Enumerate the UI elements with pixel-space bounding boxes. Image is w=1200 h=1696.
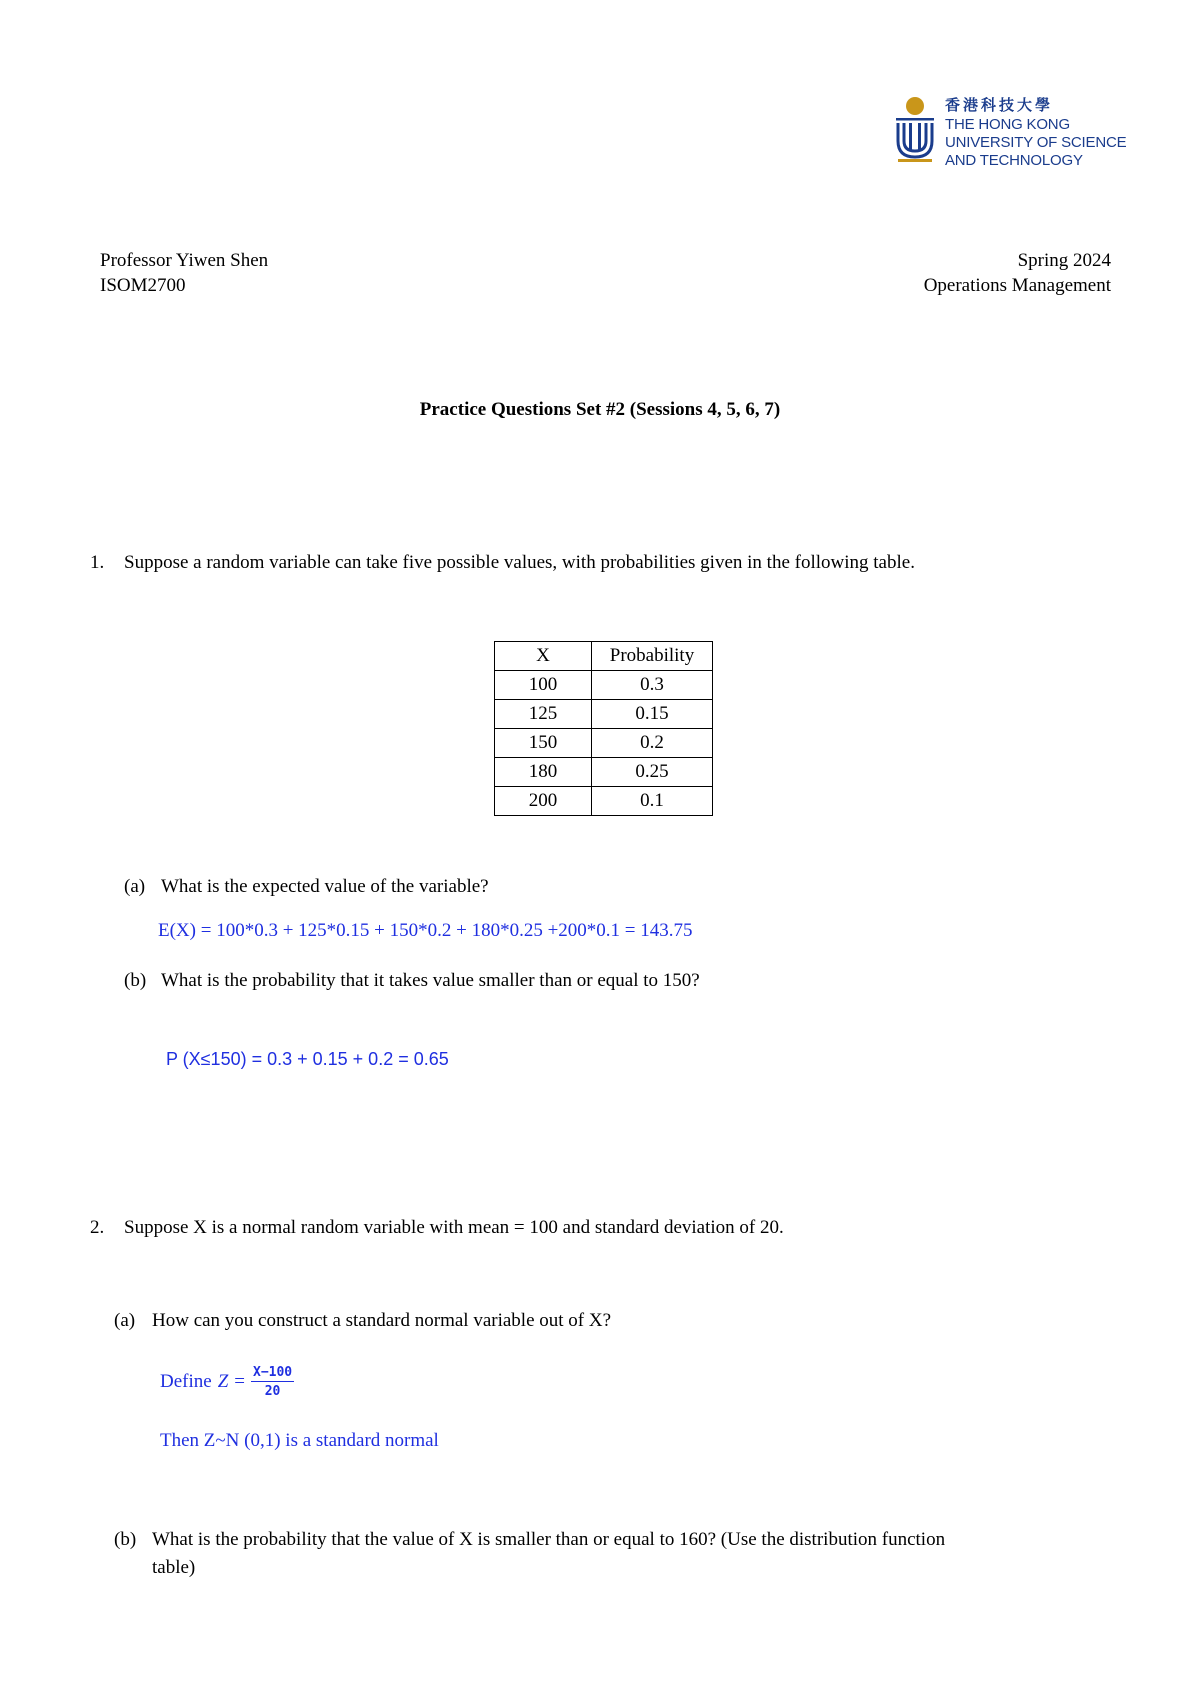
define-variable: Z bbox=[217, 1371, 229, 1392]
university-logo bbox=[890, 95, 1130, 175]
q2a-label: (a) bbox=[114, 1310, 136, 1331]
q1a-label: (a) bbox=[124, 876, 146, 897]
logo-line-1: THE HONG KONG bbox=[945, 116, 1070, 133]
table-cell-x: 180 bbox=[495, 758, 592, 787]
page-title: Practice Questions Set #2 (Sessions 4, 5, 6, 7) bbox=[419, 399, 781, 420]
table-cell-x: 150 bbox=[495, 729, 592, 758]
probability-table bbox=[494, 641, 713, 816]
q2a-question: How can you construct a standard normal variable out of X? bbox=[152, 1310, 612, 1331]
q1b-label: (b) bbox=[124, 970, 147, 991]
define-equals: = bbox=[234, 1371, 245, 1392]
table-cell-probability: 0.2 bbox=[592, 729, 713, 758]
table-header-probability: Probability bbox=[592, 642, 713, 671]
q2-text: Suppose X is a normal random variable with mean = 100 and standard deviation of 20. bbox=[124, 1217, 784, 1238]
table-row bbox=[495, 787, 713, 816]
logo-chinese-name: 香港科技大學 bbox=[945, 97, 1054, 114]
fraction-denominator: 20 bbox=[264, 1384, 281, 1399]
course-name: Operations Management bbox=[923, 275, 1111, 296]
z-fraction bbox=[251, 1365, 294, 1399]
q2a-define bbox=[160, 1360, 294, 1404]
q1a-answer: E(X) = 100*0.3 + 125*0.15 + 150*0.2 + 180*0.25 +200*0.1 = 143.75 bbox=[158, 920, 693, 941]
table-cell-probability: 0.15 bbox=[592, 700, 713, 729]
q1-number: 1. bbox=[90, 552, 105, 573]
table-cell-probability: 0.3 bbox=[592, 671, 713, 700]
table-header-row bbox=[495, 642, 713, 671]
table-cell-probability: 0.25 bbox=[592, 758, 713, 787]
table-row bbox=[495, 700, 713, 729]
table-header-x: X bbox=[495, 642, 592, 671]
table-cell-x: 125 bbox=[495, 700, 592, 729]
define-prefix: Define bbox=[160, 1371, 212, 1392]
table-row bbox=[495, 671, 713, 700]
hkust-emblem-icon bbox=[890, 95, 940, 175]
logo-line-3: AND TECHNOLOGY bbox=[945, 152, 1083, 169]
q1-text: Suppose a random variable can take five possible values, with probabilities given in the following table. bbox=[124, 552, 915, 573]
q2b-question-line-1: What is the probability that the value of X is smaller than or equal to 160? (Use the distribution function bbox=[152, 1529, 946, 1550]
professor-name: Professor Yiwen Shen bbox=[100, 250, 269, 271]
q1b-question: What is the probability that it takes value smaller than or equal to 150? bbox=[161, 970, 700, 991]
logo-line-2: UNIVERSITY OF SCIENCE bbox=[945, 134, 1127, 151]
table-row bbox=[495, 729, 713, 758]
table-cell-x: 100 bbox=[495, 671, 592, 700]
table-row bbox=[495, 758, 713, 787]
q2-number: 2. bbox=[90, 1217, 105, 1238]
fraction-numerator: X−100 bbox=[253, 1365, 293, 1380]
course-code: ISOM2700 bbox=[100, 275, 186, 296]
term: Spring 2024 bbox=[1017, 250, 1111, 271]
q2b-label: (b) bbox=[114, 1529, 137, 1550]
q2a-then: Then Z~N (0,1) is a standard normal bbox=[160, 1430, 439, 1451]
q2b-question-line-2: table) bbox=[152, 1557, 196, 1578]
table-cell-x: 200 bbox=[495, 787, 592, 816]
q1a-question: What is the expected value of the variable? bbox=[161, 876, 489, 897]
q1b-answer: P (X≤150) = 0.3 + 0.15 + 0.2 = 0.65 bbox=[166, 1049, 449, 1069]
table-cell-probability: 0.1 bbox=[592, 787, 713, 816]
